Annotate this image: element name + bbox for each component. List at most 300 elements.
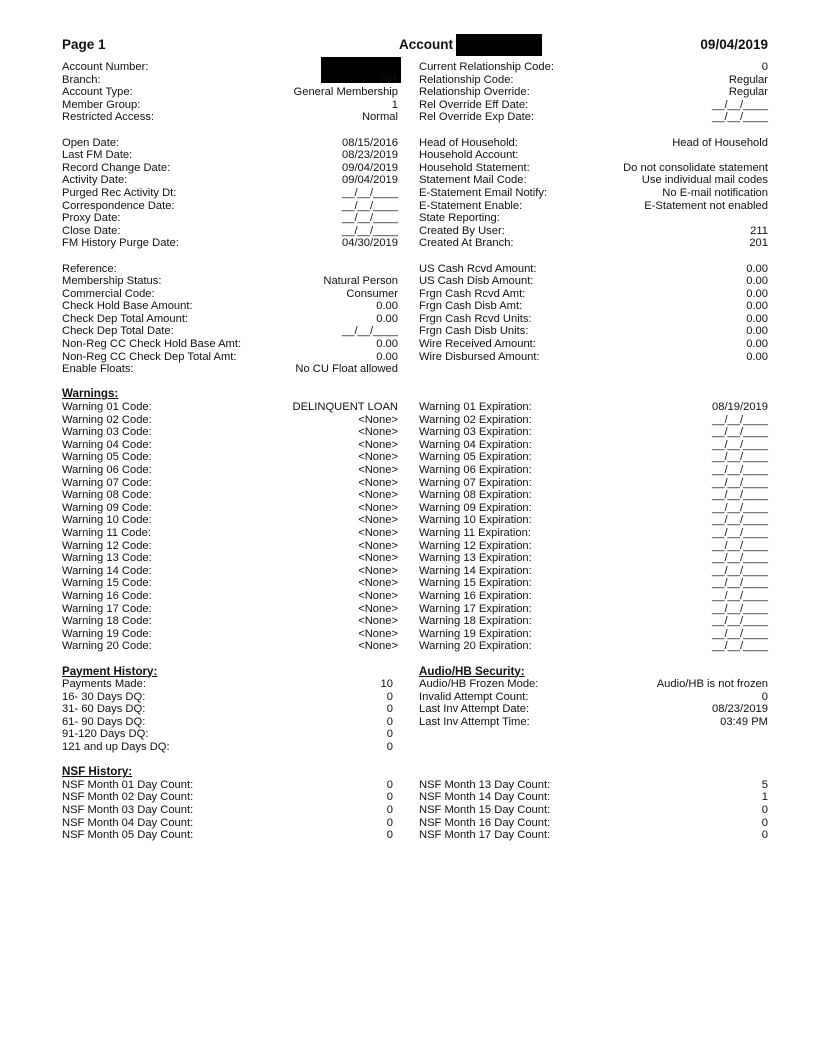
field-label: Relationship Code: bbox=[419, 73, 514, 86]
field-label: Membership Status: bbox=[62, 275, 162, 288]
field-value: __/__/____ bbox=[712, 640, 768, 653]
field-row-16-30-days-dq bbox=[62, 691, 398, 704]
field-label: NSF Month 05 Day Count: bbox=[62, 829, 194, 842]
field-row-nsf-month-15-day-count bbox=[419, 804, 768, 817]
field-value: __/__/____ bbox=[712, 489, 768, 502]
field-row-warning-18-code bbox=[62, 615, 398, 628]
field-row-check-hold-base-amount bbox=[62, 300, 398, 313]
field-row-membership-status bbox=[62, 275, 398, 288]
field-label: Warning 13 Code: bbox=[62, 552, 152, 565]
field-value: __/__/____ bbox=[712, 426, 768, 439]
field-value: __/__/____ bbox=[712, 476, 768, 489]
field-value: <None> bbox=[358, 413, 398, 426]
field-label: Household Account: bbox=[419, 149, 519, 162]
field-label: Warning 01 Expiration: bbox=[419, 401, 532, 414]
field-label: Frgn Cash Disb Amt: bbox=[419, 300, 523, 313]
spacer bbox=[419, 766, 768, 779]
field-label: Warning 18 Expiration: bbox=[419, 615, 532, 628]
field-row-household-statement bbox=[419, 162, 768, 175]
field-value: <None> bbox=[358, 438, 398, 451]
field-value: __/__/____ bbox=[712, 615, 768, 628]
field-value: __/__/____ bbox=[712, 451, 768, 464]
field-label: Warning 20 Code: bbox=[62, 640, 152, 653]
spacer bbox=[62, 124, 398, 137]
field-value: 08/23/2019 bbox=[342, 149, 398, 162]
field-label: Frgn Cash Rcvd Units: bbox=[419, 312, 532, 325]
field-row-warning-06-code bbox=[62, 464, 398, 477]
field-label: State Reporting: bbox=[419, 212, 500, 225]
page-label: Page 1 bbox=[62, 37, 106, 52]
field-label: Warning 15 Code: bbox=[62, 577, 152, 590]
field-label: NSF Month 02 Day Count: bbox=[62, 791, 194, 804]
report-title: Account bbox=[399, 37, 453, 52]
field-label: Household Statement: bbox=[419, 161, 530, 174]
field-label: Warning 12 Code: bbox=[62, 539, 152, 552]
field-row-warning-02-code bbox=[62, 414, 398, 427]
field-row-commercial-code bbox=[62, 288, 398, 301]
field-label: Created By User: bbox=[419, 224, 505, 237]
field-label: Warning 14 Expiration: bbox=[419, 564, 532, 577]
field-value: 0.00 bbox=[746, 287, 768, 300]
field-row-warning-08-expiration bbox=[419, 489, 768, 502]
field-row-non-reg-cc-check-dep-total-amt bbox=[62, 351, 398, 364]
field-row-warning-19-code bbox=[62, 628, 398, 641]
field-value: Audio/HB is not frozen bbox=[656, 678, 768, 691]
field-row-nsf-month-17-day-count bbox=[419, 829, 768, 842]
field-label: Warning 15 Expiration: bbox=[419, 577, 532, 590]
field-label: Proxy Date: bbox=[62, 212, 121, 225]
field-row-warning-11-code bbox=[62, 527, 398, 540]
field-row-e-statement-email-notify bbox=[419, 187, 768, 200]
field-value: 0.00 bbox=[746, 325, 768, 338]
field-value: 0 bbox=[386, 741, 393, 754]
field-row-nsf-month-04-day-count bbox=[62, 817, 398, 830]
field-row-warning-02-expiration bbox=[419, 414, 768, 427]
field-label: 121 and up Days DQ: bbox=[62, 741, 170, 754]
field-row-warning-03-expiration bbox=[419, 426, 768, 439]
field-row-warning-05-expiration bbox=[419, 451, 768, 464]
field-row-current-relationship-code bbox=[419, 61, 768, 74]
field-value: __/__/____ bbox=[712, 564, 768, 577]
field-value: __/__/____ bbox=[712, 111, 768, 124]
field-label: Warning 10 Code: bbox=[62, 514, 152, 527]
field-label: Warning 06 Expiration: bbox=[419, 464, 532, 476]
field-row-close-date bbox=[62, 225, 398, 238]
field-value: 0.00 bbox=[376, 338, 398, 351]
field-value: 1 bbox=[761, 791, 768, 804]
field-value: 0 bbox=[386, 715, 393, 728]
field-value: <None> bbox=[358, 539, 398, 552]
field-value: 0 bbox=[761, 829, 768, 842]
field-value: 0.00 bbox=[376, 300, 398, 313]
field-value: <None> bbox=[358, 489, 398, 502]
field-row-61-90-days-dq bbox=[62, 716, 398, 729]
field-row-warning-07-code bbox=[62, 477, 398, 490]
field-value: __/__/____ bbox=[712, 539, 768, 552]
field-label: Warning 02 Expiration: bbox=[419, 413, 532, 426]
field-row-warning-15-code bbox=[62, 577, 398, 590]
field-label: Wire Disbursed Amount: bbox=[419, 350, 540, 363]
field-row-wire-received-amount bbox=[419, 338, 768, 351]
field-label: 16- 30 Days DQ: bbox=[62, 690, 146, 703]
field-row-nsf-month-02-day-count bbox=[62, 791, 398, 804]
field-row-last-inv-attempt-time bbox=[419, 716, 768, 729]
spacer bbox=[419, 741, 768, 754]
field-row-warning-14-code bbox=[62, 565, 398, 578]
field-value: 09/04/2019 bbox=[342, 174, 398, 187]
field-label: Warning 09 Expiration: bbox=[419, 501, 532, 514]
field-row-payments-made bbox=[62, 678, 398, 691]
field-row-warning-06-expiration bbox=[419, 464, 768, 477]
field-row-proxy-date bbox=[62, 212, 398, 225]
field-label: Close Date: bbox=[62, 224, 121, 237]
field-row-record-change-date bbox=[62, 162, 398, 175]
field-row-warning-17-code bbox=[62, 603, 398, 616]
field-label: Warning 17 Code: bbox=[62, 602, 152, 615]
field-label: Check Hold Base Amount: bbox=[62, 300, 193, 313]
field-value: __/__/____ bbox=[712, 514, 768, 527]
field-row-warning-03-code bbox=[62, 426, 398, 439]
field-row-warning-19-expiration bbox=[419, 628, 768, 641]
field-label: 31- 60 Days DQ: bbox=[62, 703, 146, 716]
field-label: Non-Reg CC Check Hold Base Amt: bbox=[62, 338, 242, 351]
spacer bbox=[419, 363, 768, 376]
field-label: Warning 12 Expiration: bbox=[419, 539, 532, 552]
field-row-warning-10-code bbox=[62, 514, 398, 527]
field-label: Warning 18 Code: bbox=[62, 615, 152, 628]
field-label: NSF Month 17 Day Count: bbox=[419, 829, 551, 842]
field-row-warning-14-expiration bbox=[419, 565, 768, 578]
field-row-frgn-cash-disb-amt bbox=[419, 300, 768, 313]
field-label: US Cash Rcvd Amount: bbox=[419, 262, 537, 275]
field-row-warning-15-expiration bbox=[419, 577, 768, 590]
field-label: Warning 02 Code: bbox=[62, 413, 152, 426]
field-row-e-statement-enable bbox=[419, 200, 768, 213]
field-value: __/__/____ bbox=[712, 552, 768, 565]
section-heading-warnings: Warnings: bbox=[62, 387, 119, 401]
field-label: Warning 06 Code: bbox=[62, 464, 152, 476]
field-row-us-cash-disb-amount bbox=[419, 275, 768, 288]
field-label: Purged Rec Activity Dt: bbox=[62, 186, 177, 199]
field-label: Wire Received Amount: bbox=[419, 338, 536, 351]
field-value: 211 bbox=[750, 224, 768, 237]
field-value: <None> bbox=[358, 577, 398, 590]
field-value: <None> bbox=[358, 464, 398, 476]
field-value: __/__/____ bbox=[712, 589, 768, 602]
field-row-frgn-cash-disb-units bbox=[419, 325, 768, 338]
field-label: Created At Branch: bbox=[419, 237, 514, 250]
spacer bbox=[62, 653, 398, 666]
field-row-warning-01-code bbox=[62, 401, 398, 414]
field-value: 0 bbox=[386, 816, 393, 829]
field-value: <None> bbox=[358, 552, 398, 565]
field-label: Relationship Override: bbox=[419, 86, 530, 99]
spacer bbox=[419, 728, 768, 741]
left-field-column bbox=[62, 61, 398, 842]
field-label: Warning 16 Expiration: bbox=[419, 589, 532, 602]
field-value: 1 bbox=[391, 98, 398, 111]
field-row-invalid-attempt-count bbox=[419, 691, 768, 704]
field-value: <None> bbox=[358, 526, 398, 539]
field-label: Warning 11 Code: bbox=[62, 526, 151, 539]
field-value: <None> bbox=[358, 627, 398, 640]
field-value: 0 bbox=[386, 804, 393, 817]
field-value: <None> bbox=[358, 564, 398, 577]
field-value: __/__/____ bbox=[712, 464, 768, 476]
field-value: 0 bbox=[761, 816, 768, 829]
field-value: Normal bbox=[361, 111, 398, 124]
field-label: Audio/HB Frozen Mode: bbox=[419, 678, 539, 691]
field-value: __/__/____ bbox=[712, 602, 768, 615]
field-row-nsf-month-05-day-count bbox=[62, 829, 398, 842]
field-value: 03:49 PM bbox=[720, 715, 768, 728]
field-row-open-date bbox=[62, 137, 398, 150]
field-value: <None> bbox=[358, 514, 398, 527]
field-row-last-inv-attempt-date bbox=[419, 703, 768, 716]
field-label: Warning 01 Code: bbox=[62, 401, 152, 414]
field-row-warning-05-code bbox=[62, 451, 398, 464]
field-value: Regular bbox=[728, 86, 768, 99]
field-label: Enable Floats: bbox=[62, 363, 134, 376]
spacer bbox=[419, 653, 768, 666]
field-label: Last FM Date: bbox=[62, 149, 133, 162]
field-row-non-reg-cc-check-hold-base-amt bbox=[62, 338, 398, 351]
field-row-household-account bbox=[419, 149, 768, 162]
spacer bbox=[419, 388, 768, 401]
field-value: __/__/____ bbox=[712, 413, 768, 426]
field-row-check-dep-total-date bbox=[62, 325, 398, 338]
field-label: Warning 04 Expiration: bbox=[419, 438, 532, 451]
field-value: 0 bbox=[386, 703, 393, 716]
field-value: 0.00 bbox=[746, 312, 768, 325]
field-value: 5 bbox=[761, 778, 768, 791]
field-row-reference bbox=[62, 263, 398, 276]
field-value: 201 bbox=[379, 73, 398, 86]
field-label: Warning 03 Expiration: bbox=[419, 426, 532, 439]
field-label: Rel Override Eff Date: bbox=[419, 98, 529, 111]
field-row-warning-16-code bbox=[62, 590, 398, 603]
spacer bbox=[419, 124, 768, 137]
field-row-warning-13-code bbox=[62, 552, 398, 565]
field-row-account-type bbox=[62, 86, 398, 99]
field-row-91-120-days-dq bbox=[62, 728, 398, 741]
field-value: 08/23/2019 bbox=[712, 703, 768, 716]
field-row-last-fm-date bbox=[62, 149, 398, 162]
field-value: E-Statement not enabled bbox=[644, 199, 768, 212]
report-header bbox=[62, 37, 768, 57]
field-label: Warning 17 Expiration: bbox=[419, 602, 532, 615]
field-label: Warning 08 Code: bbox=[62, 489, 152, 502]
field-row-state-reporting bbox=[419, 212, 768, 225]
field-value: 0.00 bbox=[746, 300, 768, 313]
field-label: Warning 05 Expiration: bbox=[419, 451, 532, 464]
field-value: Use individual mail codes bbox=[641, 174, 768, 187]
field-value: 0.00 bbox=[376, 350, 398, 363]
field-value: <None> bbox=[358, 602, 398, 615]
spacer bbox=[419, 376, 768, 389]
field-value: 09/04/2019 bbox=[342, 161, 398, 174]
field-value: 0.00 bbox=[746, 350, 768, 363]
field-row-statement-mail-code bbox=[419, 174, 768, 187]
field-row-warning-10-expiration bbox=[419, 514, 768, 527]
field-row-warning-20-code bbox=[62, 640, 398, 653]
field-value: __/__/____ bbox=[712, 577, 768, 590]
field-value: 201 bbox=[749, 237, 768, 250]
field-label: Invalid Attempt Count: bbox=[419, 690, 529, 703]
field-row-warning-12-expiration bbox=[419, 540, 768, 553]
field-label: Account Type: bbox=[62, 86, 133, 99]
field-row-warning-08-code bbox=[62, 489, 398, 502]
field-value: 0.00 bbox=[746, 262, 768, 275]
field-label: US Cash Disb Amount: bbox=[419, 275, 534, 288]
field-value: 0.00 bbox=[376, 312, 398, 325]
field-label: Warning 13 Expiration: bbox=[419, 552, 532, 565]
field-label: FM History Purge Date: bbox=[62, 237, 179, 250]
field-value: __/__/____ bbox=[342, 224, 398, 237]
field-label: E-Statement Enable: bbox=[419, 199, 523, 212]
field-label: NSF Month 14 Day Count: bbox=[419, 791, 551, 804]
field-value: __/__/____ bbox=[712, 501, 768, 514]
field-value: No E-mail notification bbox=[662, 186, 768, 199]
field-value: 0 bbox=[386, 690, 393, 703]
field-value: <None> bbox=[358, 476, 398, 489]
field-row-branch bbox=[62, 74, 398, 87]
field-row-warning-12-code bbox=[62, 540, 398, 553]
field-label: Frgn Cash Rcvd Amt: bbox=[419, 287, 526, 300]
field-label: Last Inv Attempt Date: bbox=[419, 703, 530, 716]
field-label: Warning 05 Code: bbox=[62, 451, 152, 464]
field-value: General Membership bbox=[293, 86, 398, 99]
field-value: 0 bbox=[386, 728, 393, 741]
right-field-column bbox=[419, 61, 768, 842]
field-label: Warning 07 Expiration: bbox=[419, 476, 532, 489]
field-value: 08/15/2016 bbox=[342, 136, 398, 149]
field-row-nsf-month-01-day-count bbox=[62, 779, 398, 792]
field-row-created-by-user bbox=[419, 225, 768, 238]
field-row-purged-rec-activity-dt bbox=[62, 187, 398, 200]
field-label: Head of Household: bbox=[419, 136, 518, 149]
field-label: 91-120 Days DQ: bbox=[62, 728, 149, 741]
field-row-created-at-branch bbox=[419, 237, 768, 250]
field-label: NSF Month 03 Day Count: bbox=[62, 804, 194, 817]
field-value: <None> bbox=[358, 589, 398, 602]
field-label: NSF Month 16 Day Count: bbox=[419, 816, 551, 829]
spacer bbox=[62, 250, 398, 263]
field-value: __/__/____ bbox=[342, 212, 398, 225]
field-row-warning-17-expiration bbox=[419, 603, 768, 616]
field-label: Frgn Cash Disb Units: bbox=[419, 325, 529, 338]
field-value: 10 bbox=[380, 678, 393, 691]
field-value: <None> bbox=[358, 501, 398, 514]
field-label: Statement Mail Code: bbox=[419, 174, 527, 187]
field-row-relationship-override bbox=[419, 86, 768, 99]
field-row-warning-09-code bbox=[62, 502, 398, 515]
field-row-warning-13-expiration bbox=[419, 552, 768, 565]
field-row-nsf-month-14-day-count bbox=[419, 791, 768, 804]
field-label: NSF Month 13 Day Count: bbox=[419, 778, 551, 791]
field-label: Current Relationship Code: bbox=[419, 61, 554, 73]
field-label: NSF Month 15 Day Count: bbox=[419, 804, 551, 817]
field-row-121-and-up-days-dq bbox=[62, 741, 398, 754]
field-label: Check Dep Total Date: bbox=[62, 325, 174, 338]
field-value: Consumer bbox=[346, 287, 398, 300]
field-label: Rel Override Exp Date: bbox=[419, 111, 535, 124]
field-row-enable-floats bbox=[62, 363, 398, 376]
field-value: Natural Person bbox=[323, 275, 398, 288]
field-label: Warning 03 Code: bbox=[62, 426, 152, 439]
field-value: <None> bbox=[358, 451, 398, 464]
field-value: <None> bbox=[358, 426, 398, 439]
field-value: 0 bbox=[761, 804, 768, 817]
field-row-relationship-code bbox=[419, 74, 768, 87]
field-row-warning-16-expiration bbox=[419, 590, 768, 603]
field-label: Warning 19 Code: bbox=[62, 627, 152, 640]
section-heading-nsf-history: NSF History: bbox=[62, 765, 133, 779]
section-heading-payment-history: Payment History: bbox=[62, 664, 158, 678]
field-value: 0 bbox=[386, 829, 393, 842]
field-label: Commercial Code: bbox=[62, 287, 155, 300]
field-row-account-number bbox=[62, 61, 398, 74]
field-label: Account Number: bbox=[62, 61, 149, 73]
field-label: NSF Month 01 Day Count: bbox=[62, 778, 194, 791]
field-label: Warning 04 Code: bbox=[62, 438, 152, 451]
field-row-warning-18-expiration bbox=[419, 615, 768, 628]
field-row-warning-07-expiration bbox=[419, 477, 768, 490]
field-value: Do not consolidate statement bbox=[623, 161, 768, 174]
field-row-frgn-cash-rcvd-amt bbox=[419, 288, 768, 301]
field-label: Reference: bbox=[62, 262, 117, 275]
field-value: 0 bbox=[386, 778, 393, 791]
field-value: 0 bbox=[761, 690, 768, 703]
field-row-frgn-cash-rcvd-units bbox=[419, 313, 768, 326]
field-row-nsf-month-16-day-count bbox=[419, 817, 768, 830]
section-heading-audio-hb-security: Audio/HB Security: bbox=[419, 664, 525, 678]
field-row-warning-04-code bbox=[62, 439, 398, 452]
field-label: Warning 07 Code: bbox=[62, 476, 152, 489]
field-row-warning-04-expiration bbox=[419, 439, 768, 452]
field-label: Payments Made: bbox=[62, 678, 146, 691]
field-row-31-60-days-dq bbox=[62, 703, 398, 716]
field-value: <None> bbox=[358, 615, 398, 628]
field-value: No CU Float allowed bbox=[295, 363, 398, 376]
field-label: Warning 08 Expiration: bbox=[419, 489, 532, 502]
field-row-us-cash-rcvd-amount bbox=[419, 263, 768, 276]
field-row-warning-01-expiration bbox=[419, 401, 768, 414]
field-value: Head of Household bbox=[672, 136, 768, 149]
field-label: Restricted Access: bbox=[62, 111, 155, 124]
field-value: __/__/____ bbox=[342, 186, 398, 199]
spacer bbox=[419, 754, 768, 767]
field-row-rel-override-exp-date bbox=[419, 111, 768, 124]
field-label: Record Change Date: bbox=[62, 161, 171, 174]
field-label: Warning 10 Expiration: bbox=[419, 514, 532, 527]
field-row-warning-09-expiration bbox=[419, 502, 768, 515]
field-value: DELINQUENT LOAN bbox=[292, 401, 398, 414]
field-label: Warning 16 Code: bbox=[62, 589, 152, 602]
field-row-audio-hb-frozen-mode bbox=[419, 678, 768, 691]
field-label: Warning 09 Code: bbox=[62, 501, 152, 514]
field-label: Branch: bbox=[62, 73, 101, 86]
field-value: 0 bbox=[761, 61, 768, 73]
field-row-check-dep-total-amount bbox=[62, 313, 398, 326]
field-value: 04/30/2019 bbox=[342, 237, 398, 250]
field-value: 0.00 bbox=[746, 275, 768, 288]
field-label: 61- 90 Days DQ: bbox=[62, 715, 146, 728]
field-row-nsf-month-13-day-count bbox=[419, 779, 768, 792]
field-label: Last Inv Attempt Time: bbox=[419, 715, 530, 728]
field-value: 0 bbox=[386, 791, 393, 804]
field-label: Non-Reg CC Check Dep Total Amt: bbox=[62, 350, 237, 363]
